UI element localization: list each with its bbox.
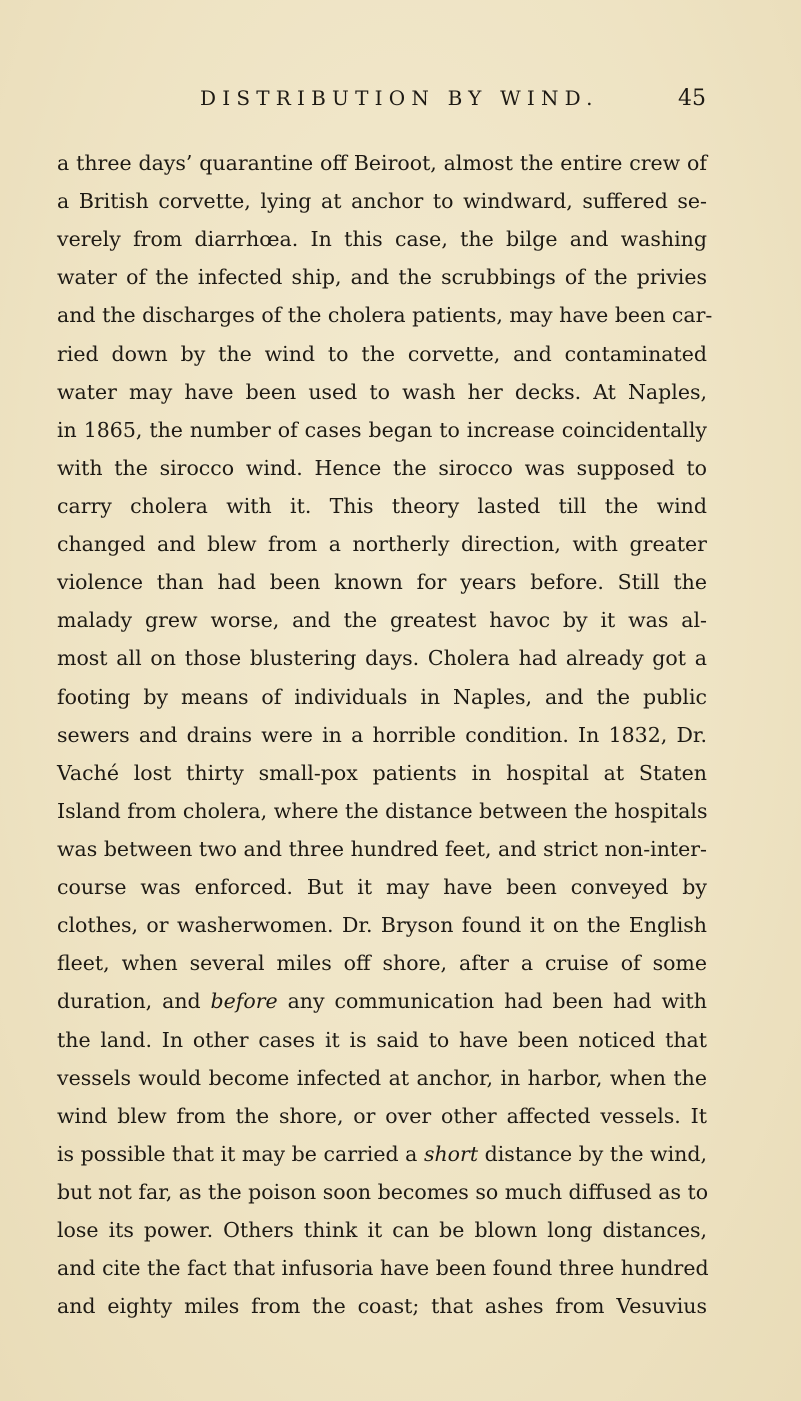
text-line: Vaché lost thirty small-pox patients in hospital at Staten [57, 760, 707, 785]
text-line: a three days’ quarantine off Beiroot, almost the entire crew of [57, 151, 707, 175]
text-line: was between two and three hundred feet, and strict non-inter- [57, 836, 707, 861]
text-line: a British corvette, lying at anchor to windward, suffered se- [57, 189, 707, 214]
text-line: verely from diarrhœa. In this case, the bilge and washing [57, 227, 707, 252]
text-run: duration, and [57, 989, 211, 1014]
text-line: and eighty miles from the coast; that ashes from Vesuvius [57, 1294, 707, 1319]
text-line: course was enforced. But it may have been conveyed by [57, 875, 707, 900]
text-line: malady grew worse, and the greatest havoc by it was al- [57, 608, 707, 633]
text-line: fleet, when several miles off shore, after a cruise of some [57, 951, 707, 976]
text-line: water may have been used to wash her decks. At Naples, [57, 379, 707, 404]
italic-emphasis: short [423, 1141, 479, 1166]
text-line: vessels would become infected at anchor, in harbor, when the [57, 1065, 707, 1090]
text-line: and the discharges of the cholera patients, may have been car- [57, 303, 713, 328]
text-line: sewers and drains were in a horrible condition. In 1832, Dr. [57, 722, 707, 747]
text-run: distance by the wind, [478, 1141, 707, 1166]
text-run: any communication had been had with [277, 989, 707, 1014]
chapter-title: DISTRIBUTION BY WIND. [200, 86, 599, 110]
text-line: but not far, as the poison soon becomes so much diffused as to [57, 1179, 709, 1204]
text-line: clothes, or washerwomen. Dr. Bryson found it on the English [57, 913, 707, 938]
text-line: lose its power. Others think it can be blown long distances, [57, 1218, 707, 1243]
text-line: violence than had been known for years before. Still the [57, 570, 707, 595]
text-line: changed and blew from a northerly direction, with greater [57, 532, 707, 557]
text-line: water of the infected ship, and the scrubbings of the privies [57, 265, 707, 290]
text-line: ried down by the wind to the corvette, and contaminated [57, 341, 707, 366]
text-line-with-italic [57, 982, 707, 1020]
text-line: in 1865, the number of cases began to increase coincidentally [57, 417, 707, 442]
text-line: most all on those blustering days. Cholera had already got a [57, 646, 707, 671]
text-line-with-italic [57, 1135, 707, 1173]
text-run: is possible that it may be carried a [57, 1141, 424, 1166]
text-line: with the sirocco wind. Hence the sirocco was supposed to [57, 455, 707, 480]
text-line: the land. In other cases it is said to have been noticed that [57, 1027, 707, 1052]
running-head [200, 86, 706, 116]
text-line: carry cholera with it. This theory lasted till the wind [57, 493, 707, 518]
text-line: wind blew from the shore, or over other affected vessels. It [57, 1103, 707, 1128]
text-line: and cite the fact that infusoria have been found three hundred [57, 1256, 709, 1281]
italic-emphasis: before [210, 989, 278, 1014]
text-line: footing by means of individuals in Naples, and the public [57, 684, 707, 709]
body-text [57, 144, 713, 1325]
page-number: 45 [678, 86, 706, 111]
text-line: Island from cholera, where the distance between the hospitals [57, 798, 708, 823]
